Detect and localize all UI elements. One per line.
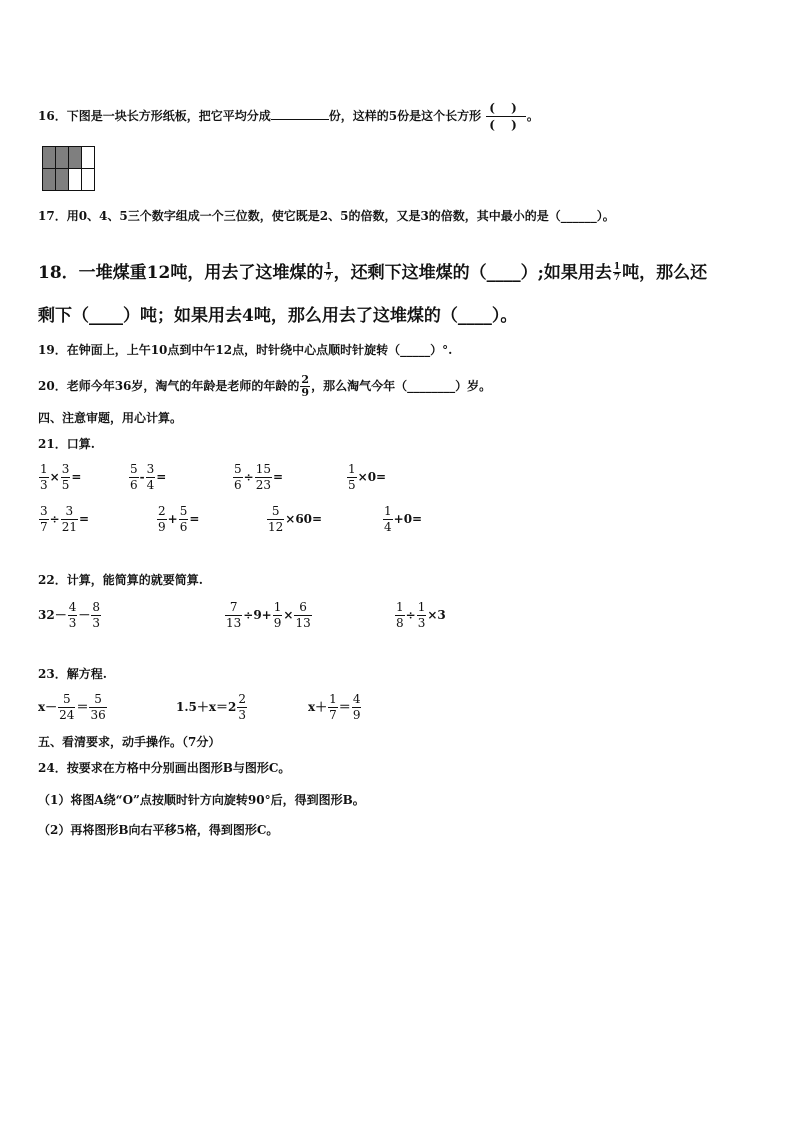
operator: ÷ [49,512,60,526]
q20-fraction-denominator: 9 [301,386,310,399]
q21-item-5-frac-b [61,504,78,535]
numerator: 1 [417,600,426,614]
denominator: 36 [90,708,106,722]
numerator: 1 [273,600,282,614]
grid-cell-empty [82,169,95,191]
q20-fraction [300,374,310,399]
q24-step-2: （2）再将图形B向右平移5格，得到图形C。 [38,823,279,837]
denominator: 4 [146,478,155,492]
numerator: 8 [92,600,100,614]
denominator: 8 [396,616,404,630]
numerator: 2 [158,504,166,518]
q16-blank[interactable] [271,107,329,120]
numerator: 5 [234,462,242,476]
operator: ÷9+ [243,608,272,622]
q16-fraction-numerator: ( ) [486,100,526,117]
equals: = [78,512,90,526]
q17-line: 17．用0、4、5三个数字组成一个三位数，使它既是2、5的倍数，又是3的倍数，其中最小的是（______）。 [38,209,615,223]
q21-item-6-frac-b [179,504,189,535]
lead: 1.5＋x＝2 [176,700,237,714]
q21-item-3 [232,462,283,493]
q23-eq-3 [308,692,362,723]
denominator: 3 [68,616,77,630]
q21-item-7 [266,504,322,535]
operator: × [283,608,294,622]
grid-cell-shaded [69,147,82,169]
q18-text-b: ，还剩下这堆煤的（____）;如果用去 [333,263,612,283]
q18-fraction-1-numerator: 1 [325,262,332,272]
tail: ×60= [285,512,323,526]
q18-fraction-2 [613,262,621,283]
denominator: 12 [268,520,284,534]
denominator: 3 [238,708,247,722]
q16-text-start: 下图是一块长方形纸板，把它平均分成 [66,109,271,123]
numerator: 4 [352,692,361,706]
equals: = [71,470,82,484]
grid-cell-shaded [56,169,69,191]
q16-fraction-denominator: ( ) [489,118,523,132]
denominator: 5 [348,478,356,492]
q18-fraction-2-denominator: 7 [613,273,621,283]
q21-title: 21．口算. [38,437,95,451]
q22-expr-2 [224,600,313,631]
denominator: 6 [179,520,188,534]
q24-title: 24．按要求在方格中分别画出图形B与图形C。 [38,761,291,775]
q24-step-1: （1）将图A绕“O”点按顺时针方向旋转90°后，得到图形B。 [38,793,365,807]
section-5-title: 五、看清要求，动手操作。（7分） [38,735,221,749]
numerator: 1 [384,504,392,518]
q22-expr-1-frac-2 [91,600,101,631]
q23-eq-1-frac-1 [58,692,75,723]
numerator: 3 [146,462,155,476]
equals: ＝ [76,700,89,714]
q16-number: 16． [38,109,67,123]
numerator: 3 [61,504,78,520]
q22-expr-2-frac-3 [294,600,311,631]
operator: ÷ [243,470,254,484]
numerator: 1 [396,600,404,614]
numerator: 5 [179,504,188,518]
tail: +0= [393,512,423,526]
q21-item-2 [128,462,166,493]
q21-item-2-frac-b [146,462,156,493]
q16-text-mid: 份，这样的5份是这个长方形 [328,109,482,123]
q18-fraction-1 [324,262,332,283]
q18-text-a: 18．一堆煤重12吨，用去了这堆煤的 [38,263,324,283]
numerator: 4 [68,600,77,614]
q21-item-4-frac-a [347,462,357,493]
q23-eq-2 [176,692,248,723]
tail: ×0= [357,470,387,484]
numerator: 3 [61,462,70,476]
q21-item-3-frac-b [255,462,272,493]
denominator: 7 [40,520,48,534]
numerator: 5 [89,692,106,708]
q20-line [38,374,491,399]
numerator: 7 [225,600,242,616]
denominator: 7 [329,708,337,722]
grid-cell-empty [82,147,95,169]
lead: x＋ [308,700,328,714]
denominator: 3 [417,616,426,630]
denominator: 21 [61,520,77,534]
q23-title: 23．解方程. [38,667,107,681]
numerator: 1 [40,462,48,476]
numerator: 15 [255,462,271,476]
grid-cell-shaded [43,169,56,191]
q20-text-a: 20．老师今年36岁，淘气的年龄是老师的年龄的 [38,379,300,393]
q18-line-1 [38,262,707,284]
q22-expr-3 [394,600,446,631]
denominator: 6 [234,478,242,492]
denominator: 9 [352,708,361,722]
operator: × [49,470,60,484]
q21-item-8-frac-a [383,504,393,535]
q21-item-8 [382,504,422,535]
q22-expr-3-frac-2 [417,600,427,631]
q21-item-4 [346,462,386,493]
q23-eq-1 [38,692,108,723]
denominator: 5 [61,478,70,492]
q21-item-1 [38,462,81,493]
operator: - [139,470,145,484]
grid-cell-shaded [56,147,69,169]
lead: 32－ [38,608,67,622]
q18-fraction-2-numerator: 1 [613,262,621,272]
q20-fraction-numerator: 2 [301,373,310,386]
denominator: 6 [130,478,138,492]
numerator: 5 [267,504,284,520]
q21-item-1-frac-b [61,462,71,493]
grid-cell-shaded [43,147,56,169]
section-4-title: 四、注意审题，用心计算。 [38,411,183,425]
q19-line: 19．在钟面上，上午10点到中午12点，时针绕中心点顺时针旋转（_____）°. [38,343,453,357]
equals: = [272,470,284,484]
lead: x－ [38,700,58,714]
q21-item-5-frac-a [39,504,49,535]
q18-line-2: 剩下（____）吨；如果用去4吨，那么用去了这堆煤的（____）。 [38,306,518,326]
numerator: 2 [238,692,247,706]
denominator: 24 [59,708,75,722]
operator: ÷ [405,608,416,622]
q23-eq-2-frac [237,692,247,723]
q22-expr-3-frac-1 [395,600,405,631]
denominator: 9 [273,616,282,630]
q20-text-b: ，那么淘气今年（________）岁。 [311,379,492,393]
q23-eq-3-frac-2 [352,692,362,723]
q22-expr-1-frac-1 [68,600,78,631]
numerator: 1 [348,462,356,476]
q16-fraction-blank[interactable] [486,100,526,133]
numerator: 3 [40,504,48,518]
q21-item-1-frac-a [39,462,49,493]
numerator: 5 [58,692,75,708]
grid-cell-empty [69,169,82,191]
equals: = [156,470,167,484]
q21-item-6-frac-a [157,504,167,535]
operator: － [78,608,91,622]
denominator: 9 [158,520,166,534]
q22-title: 22．计算，能简算的就要简算. [38,573,203,587]
equals: = [189,512,200,526]
rectangle-paper-grid [42,146,95,191]
q16-line [38,100,539,133]
q21-item-7-frac-a [267,504,284,535]
numerator: 5 [130,462,138,476]
denominator: 23 [255,478,271,492]
q16-period: 。 [526,109,539,123]
denominator: 13 [226,616,242,630]
tail: ×3 [427,608,446,622]
q21-item-3-frac-a [233,462,243,493]
denominator: 3 [92,616,100,630]
denominator: 3 [40,478,48,492]
numerator: 6 [294,600,311,616]
q22-expr-2-frac-1 [225,600,242,631]
denominator: 4 [384,520,392,534]
numerator: 1 [329,692,337,706]
q21-item-6 [156,504,199,535]
q22-expr-1 [38,600,102,631]
q18-fraction-1-denominator: 7 [325,273,332,283]
q22-expr-2-frac-2 [273,600,283,631]
q21-item-5 [38,504,89,535]
q23-eq-3-frac-1 [328,692,338,723]
q21-item-2-frac-a [129,462,139,493]
equals: ＝ [338,700,351,714]
operator: + [167,512,178,526]
q18-text-c: 吨，那么还 [622,263,708,283]
denominator: 13 [295,616,311,630]
q23-eq-1-frac-2 [89,692,106,723]
